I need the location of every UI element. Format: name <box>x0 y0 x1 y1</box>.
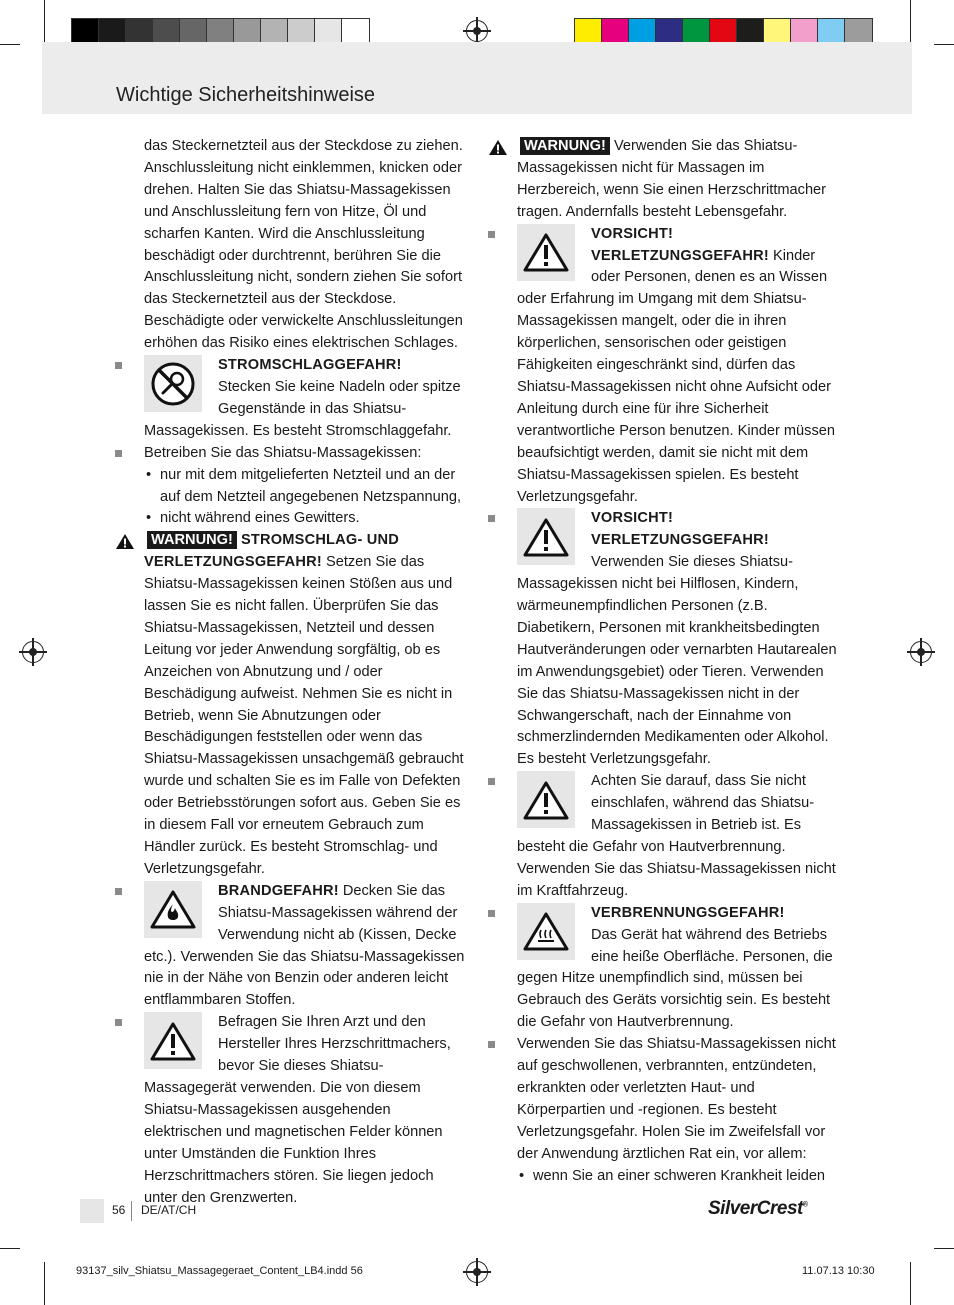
warning-triangle-icon <box>144 1012 202 1069</box>
sleep-text: Achten Sie darauf, dass Sie nicht einschlafen, während das Shiatsu-Massagekissen in Betrieb ist. Es besteht die Gefahr von Hautverbrennung. Verwenden Sie das Shiatsu-Massagekissen nicht im Kraftfahrzeug. <box>517 773 836 899</box>
warning-triangle-icon <box>517 771 575 828</box>
warning-badge: WARNUNG! <box>520 137 610 155</box>
shock-injury-title: STROMSCHLAG- UND VERLETZUNGSGEFAHR! <box>144 532 399 571</box>
warning-triangle-icon <box>115 533 135 550</box>
square-bullet-icon <box>115 888 122 895</box>
crop-mark <box>910 0 911 44</box>
caution-vulnerable-title: VORSICHT! VERLETZUNGSGEFAHR! <box>591 510 769 549</box>
fire-text: Decken Sie das Shiatsu-Massagekissen während der Verwendung nicht ab (Kissen, Decke etc.). Verwenden Sie das Shiatsu-Massagekissen nie in der Nähe von Benzin oder anderen leicht entflammbaren Stoffen. <box>144 882 465 1009</box>
caution-children-title: VORSICHT! VERLETZUNGSGEFAHR! <box>591 225 769 264</box>
warning-triangle-icon <box>488 139 508 156</box>
registration-mark <box>466 20 488 42</box>
shock-text: Stecken Sie keine Nadeln oder spitze Gegenstände in das Shiatsu-Massagekissen. Es besteht Stromschlaggefahr. <box>144 378 461 439</box>
operate-bullet: • nicht während eines Gewitters. <box>144 508 470 530</box>
warning-triangle-icon <box>517 508 575 565</box>
region-label: DE/AT/CH <box>141 1203 197 1217</box>
pacemaker-text: Verwenden Sie das Shiatsu-Massagekissen nicht für Massagen im Herzbereich, wenn Sie einen Herzschrittmacher tragen. Andernfalls besteht Lebensgefahr. <box>517 138 827 220</box>
square-bullet-icon <box>488 515 495 522</box>
skin-text: Verwenden Sie das Shiatsu-Massagekissen nicht auf geschwollenen, verbrannten, entzündeten, erkrankten oder verletzten Haut- und Körperpartien und -regionen. Es besteht Verletzungsgefahr. Holen Sie im Zweifelsfall vor der Anwendung ärztlichen Rat ein, vor allem: <box>517 1036 836 1162</box>
crop-mark <box>0 1248 20 1249</box>
shock-injury-text: Setzen Sie das Shiatsu-Massagekissen keinen Stößen aus und lassen Sie es nicht fallen. Überprüfen Sie das Shiatsu-Massagekissen, Netzteil und dessen Leitung vor jeder Anwendung sorgfältig, ob es Anzeichen von Abnutzung und / oder Beschädigung aufweist. Nehmen Sie es nicht in Betrieb, wenn Sie Abnutzungen oder Beschädigungen feststellen oder wenn das Shiatsu-Massagekissen unsachgemäß gebraucht wurde und schalten Sie es im Falle von Defekten oder Betriebsstörungen sofort aus. Geben Sie es in diesem Fall vor erneutem Gebrauch zum Händler zurück. Es besteht Stromschlag- und Verletzungsgefahr. <box>144 554 464 877</box>
skin-warning-item <box>488 1034 843 1187</box>
doctor-text: Befragen Sie Ihren Arzt und den Hersteller Ihres Herzschrittmachers, bevor Sie dieses Shiatsu-Massagegerät verwenden. Die von diesem Shiatsu-Massagekissen ausgehenden elektrischen und magnetischen Felder können unter Umständen die Funktion Ihres Herzschrittmachers stören. Sie liegen jedoch unter den Grenzwerten. <box>144 1014 451 1206</box>
crop-mark <box>934 1248 954 1249</box>
registration-mark <box>466 1261 488 1283</box>
square-bullet-icon <box>115 1019 122 1026</box>
registration-mark <box>22 641 44 663</box>
intro-paragraph: das Steckernetzteil aus der Steckdose zu ziehen. Anschlussleitung nicht einklemmen, knicken oder drehen. Halten Sie das Shiatsu-Massagekissen und Anschlussleitung fern von Hitze, Öl und scharfen Kanten. Wird die Anschlussleitung beschädigt oder durchtrennt, berühren Sie die Anschlussleitung nicht, sondern ziehen Sie sofort das Steckernetzteil aus der Steckdose. Beschädigte oder verwickelte Anschlussleitungen erhöhen das Risiko eines elektrischen Schlages. <box>144 138 463 352</box>
page-number: 56 <box>112 1203 126 1217</box>
hot-surface-icon <box>517 903 575 960</box>
pacemaker-warning-item <box>488 136 843 224</box>
shock-warning-item <box>115 355 470 443</box>
square-bullet-icon <box>488 231 495 238</box>
operate-bullet: • nur mit dem mitgelieferten Netzteil und an der auf dem Netzteil angegebenen Netzspannung, <box>144 465 470 509</box>
burn-title: VERBRENNUNGSGEFAHR! <box>591 904 785 921</box>
square-bullet-icon <box>115 450 122 457</box>
crop-mark <box>934 44 954 45</box>
warning-triangle-icon <box>517 224 575 281</box>
caution-children-item <box>488 224 843 509</box>
footer-divider <box>131 1201 132 1221</box>
brand-mark: ® <box>802 1201 808 1209</box>
square-bullet-icon <box>488 910 495 917</box>
footer-tab <box>80 1199 104 1223</box>
brand-name: SilverCrest <box>708 1198 803 1219</box>
print-slug-datetime: 11.07.13 10:30 <box>802 1265 875 1277</box>
fire-hazard-icon <box>144 881 202 938</box>
doctor-warning-item <box>115 1012 470 1209</box>
crop-mark <box>44 0 45 44</box>
page-title: Wichtige Sicherheitshinweise <box>116 84 376 106</box>
shock-injury-warning-item <box>115 530 470 881</box>
operate-intro: Betreiben Sie das Shiatsu-Massagekissen: <box>144 444 422 461</box>
crop-mark <box>0 44 20 45</box>
caution-vulnerable-item <box>488 508 843 771</box>
registration-mark <box>910 641 932 663</box>
warning-badge: WARNUNG! <box>147 531 237 549</box>
shock-title: STROMSCHLAGGEFAHR! <box>218 357 402 374</box>
skin-bullet: • wenn Sie an einer schweren Krankheit leiden <box>517 1166 843 1188</box>
square-bullet-icon <box>488 1041 495 1048</box>
print-slug-file: 93137_silv_Shiatsu_Massagegeraet_Content_LB4.indd 56 <box>76 1265 363 1277</box>
square-bullet-icon <box>115 362 122 369</box>
left-column <box>115 136 470 1209</box>
square-bullet-icon <box>488 778 495 785</box>
caution-vulnerable-text: Verwenden Sie dieses Shiatsu-Massagekissen nicht bei Hilflosen, Kindern, wärmeunempfindlichen Personen (z.B. Diabetikern, Personen mit krankheitsbedingten Hautveränderungen oder vernarbten Hautarealen im Anwendungsgebiet) oder Tieren. Verwenden Sie das Shiatsu-Massagekissen nicht in der Schwangerschaft, nach der Einnahme von schmerzlindernden Medikamenten oder Alkohol. Es besteht Verletzungsgefahr. <box>517 554 837 768</box>
brand-logo <box>708 1198 808 1220</box>
burn-warning-item <box>488 903 843 1034</box>
burn-text: Das Gerät hat während des Betriebs eine heiße Oberfläche. Personen, die gegen Hitze unempfindlich sind, müssen bei Gebrauch des Geräts vorsichtig sein. Es besteht die Gefahr von Hautverbrennung. <box>517 926 833 1031</box>
fire-title: BRANDGEFAHR! <box>218 882 339 899</box>
operate-item <box>115 443 470 531</box>
crop-mark <box>910 1262 911 1305</box>
sleep-warning-item <box>488 771 843 902</box>
right-column <box>488 136 843 1188</box>
caution-children-text: Kinder oder Personen, denen es an Wissen oder Erfahrung im Umgang mit dem Shiatsu-Massagekissen mangelt, oder die in ihren körperlichen, sensorischen oder geistigen Fähigkeiten eingeschränkt sind, dürfen das Shiatsu-Massagekissen nicht ohne Aufsicht oder Anleitung durch eine für ihre Sicherheit verantwortliche Person benutzen. Kinder müssen beaufsichtigt werden, damit sie nicht mit dem Shiatsu-Massagekissen spielen. Es besteht Verletzungsgefahr. <box>517 247 835 505</box>
fire-warning-item <box>115 881 470 1012</box>
electric-shock-icon <box>144 355 202 412</box>
crop-mark <box>44 1262 45 1305</box>
